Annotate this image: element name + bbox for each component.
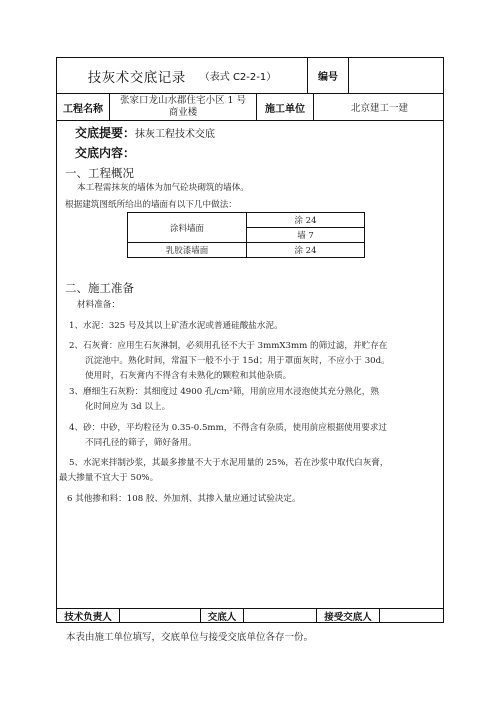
number-label: 编号 — [318, 72, 338, 83]
footer-note: 本表由施工单位填写，交底单位与接受交底单位各存一份。 — [66, 632, 314, 643]
table-row — [128, 213, 365, 228]
material-item-4-cont: 不同孔径的筛子，筛好备用。 — [85, 438, 197, 448]
material-item-4: 4、砂：中砂，平均粒径为 0.35-0.5mm，不得含有杂质，使用前应根据使用要求过 — [69, 423, 388, 433]
construction-unit-label: 施工单位 — [265, 103, 305, 115]
form-title-cell — [57, 58, 307, 93]
material-item-6: 6 其他掺和料：108 胶、外加剂、其掺入量应通过试验决定。 — [67, 494, 301, 504]
summary-label: 交底提要： — [75, 126, 136, 140]
tech-lead-label: 技术负责人 — [64, 612, 112, 623]
project-name-label: 工程名称 — [63, 103, 103, 115]
section1-paragraph-1: 本工程需抹灰的墙体为加气砼块砌筑的墙体。 — [77, 183, 249, 193]
material-item-2-cont: 使用时，石灰膏内不得含有未熟化的颗粒和其他杂质。 — [85, 371, 292, 381]
material-item-2-cont: 沉淀池中。熟化时间，常温下一般不小于 15d；用于罩面灰时，不应小于 30d。 — [85, 356, 390, 366]
material-item-5: 5、水泥来拌制沙浆，其最多掺量不大于水泥用量的 25%，若在沙浆中取代白灰膏， — [69, 458, 389, 468]
number-value — [349, 58, 445, 93]
wall-method-cell: 涂 24 — [247, 243, 365, 258]
discloser-label: 交底人 — [207, 612, 237, 623]
table-row — [128, 243, 365, 258]
tech-lead-value — [120, 609, 200, 623]
disclosure-form — [56, 57, 444, 623]
project-name-value: 张家口龙山水郡住宅小区 1 号 商业楼 — [119, 95, 247, 118]
material-item-2: 2、石灰膏：应用生石灰淋制，必须用孔径不大于 3mmX3mm 的筛过滤，并贮存在 — [69, 341, 388, 351]
material-item-3: 3、磨细生石灰粉：其细度过 4900 孔/cm²筛，用前应用水浸泡使其充分熟化，熟 — [69, 387, 379, 397]
material-item-5-cont: 最大掺量不宜大于 50%。 — [59, 473, 159, 483]
summary-value: 抹灰工程技术交底 — [135, 129, 216, 140]
section2-heading: 二、施工准备 — [65, 281, 134, 295]
wall-type-cell: 涂料墙面 — [128, 213, 247, 243]
wall-finish-table — [127, 212, 365, 258]
material-item-1: 1、水泥：325 号及其以上矿渣水泥或普通硅酸盐水泥。 — [69, 321, 283, 331]
wall-method-cell: 涂 24 — [247, 213, 365, 228]
content-label: 交底内容： — [75, 146, 136, 160]
discloser-value — [244, 609, 316, 623]
wall-method-cell: 墙 7 — [247, 228, 365, 243]
form-title: 技灰术交底记录 — [87, 69, 186, 86]
receiver-value — [380, 609, 445, 623]
form-code: （表式 C2-2-1） — [199, 72, 277, 83]
wall-type-cell: 乳胶漆墙面 — [128, 243, 247, 258]
material-item-3-cont: 化时间应为 3d 以上。 — [85, 402, 171, 412]
materials-label: 材料准备： — [77, 300, 120, 310]
section1-heading: 一、工程概况 — [65, 166, 134, 180]
construction-unit-value: 北京建工一建 — [350, 103, 408, 114]
section1-paragraph-2: 根据建筑图纸所给出的墙面有以下几中做法： — [65, 200, 237, 210]
summary-line — [75, 124, 215, 141]
receiver-label: 接受交底人 — [324, 612, 372, 623]
